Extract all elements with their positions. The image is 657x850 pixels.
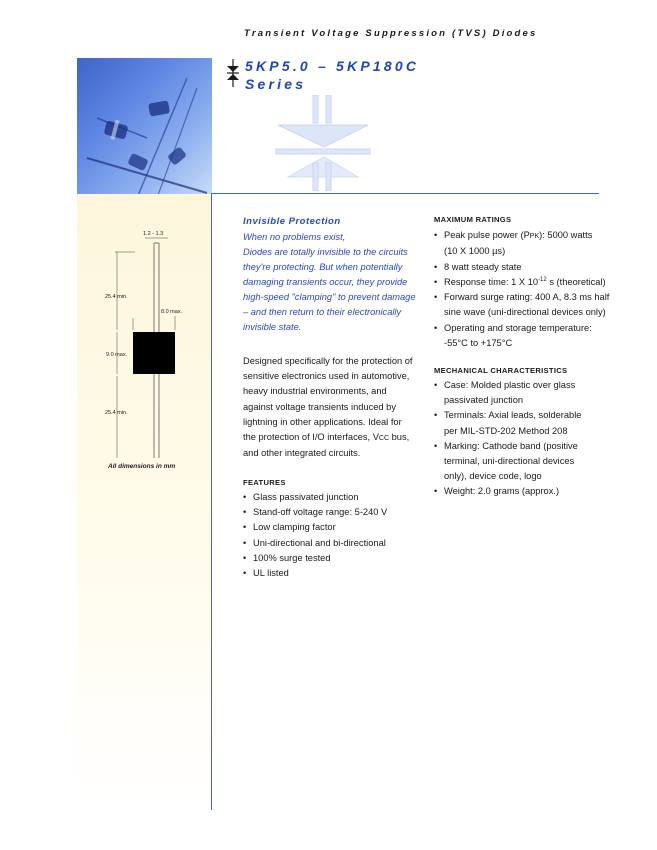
list-item: • Uni-directional and bi-directional <box>243 537 386 548</box>
description-line: Designed specifically for the protection of <box>243 356 413 366</box>
list-item: • Glass passivated junction <box>243 492 359 502</box>
package-dimension-drawing <box>95 226 207 458</box>
list-item: • 8 watt steady state <box>434 261 522 272</box>
description-line: and other integrated circuits. <box>243 448 361 459</box>
invisible-line: they're protecting. But when potentially <box>243 262 403 272</box>
list-item: • Peak pulse power (PPK): 5000 watts <box>434 230 593 240</box>
list-item-continuation: only), device code, logo <box>444 471 542 482</box>
list-item: • Stand-off voltage range: 5-240 V <box>243 507 388 518</box>
list-item: • Forward surge rating: 400 A, 8.3 ms half <box>434 292 610 303</box>
list-item: • Operating and storage temperature: <box>434 322 592 333</box>
list-item: • Weight: 2.0 grams (approx.) <box>434 486 560 497</box>
invisible-protection-text <box>243 230 418 335</box>
features-list <box>243 490 387 581</box>
body-diameter-label: 8.0 max. <box>161 309 183 315</box>
list-item: • Response time: 1 X $10^{-12}$ s (theoretical) <box>434 276 606 287</box>
tvs-watermark-icon <box>268 95 378 191</box>
document-header-title: Transient Voltage Suppression (TVS) Diodes <box>244 28 538 39</box>
lead-diameter-label: 1.2 - 1.3 <box>143 231 164 237</box>
list-item: • Case: Molded plastic over glass <box>434 380 576 390</box>
tvs-diode-symbol-icon <box>226 59 240 87</box>
list-item: • Marking: Cathode band (positive <box>434 440 578 451</box>
invisible-line: – and then return to their electronically <box>243 307 402 317</box>
invisible-line: Diodes are totally invisible to the circuits <box>243 247 408 257</box>
mechanical-heading: MECHANICAL CHARACTERISTICS <box>434 366 568 375</box>
top-lead-length-label: 25.4 min. <box>105 294 128 300</box>
list-item: • Low clamping factor <box>243 522 336 533</box>
description-line: lightning in other applications. Ideal for <box>243 416 402 427</box>
list-item-continuation: passivated junction <box>444 395 524 406</box>
diode-product-photo <box>77 58 212 194</box>
list-item-continuation: (10 X 1000 µs) <box>444 246 506 257</box>
list-item-continuation: sine wave (uni-directional devices only) <box>444 307 606 318</box>
list-item-continuation: -55°C to +175°C <box>444 338 513 349</box>
header-rule <box>212 193 599 194</box>
mechanical-list <box>434 378 581 500</box>
invisible-line: damaging transients occur, they provide <box>243 277 408 287</box>
invisible-line: When no problems exist, <box>243 232 346 242</box>
product-title: 5KP5.0 – 5KP180C <box>245 58 420 74</box>
invisible-protection-heading: Invisible Protection <box>243 216 341 227</box>
maximum-ratings-heading: MAXIMUM RATINGS <box>434 215 512 224</box>
maximum-ratings-list <box>434 228 609 351</box>
bottom-lead-length-label: 25.4 min. <box>105 410 128 416</box>
description-line: the protection of I/O interfaces, VCC bus, <box>243 432 410 443</box>
column-rule <box>211 193 212 810</box>
list-item-continuation: per MIL-STD-202 Method 208 <box>444 425 568 436</box>
invisible-line: high-speed "clamping" to prevent damage <box>243 292 416 302</box>
dimension-caption: All dimensions in mm <box>108 463 176 470</box>
list-item: • 100% surge tested <box>243 552 331 563</box>
list-item: • Terminals: Axial leads, solderable <box>434 410 582 421</box>
product-subtitle: Series <box>245 76 307 92</box>
diode-body <box>133 332 175 374</box>
body-length-label: 9.0 max. <box>106 352 128 358</box>
features-heading: FEATURES <box>243 478 286 487</box>
list-item-continuation: terminal, uni-directional devices <box>444 456 575 467</box>
description-line: heavy industrial environments, and <box>243 386 387 397</box>
list-item: • UL listed <box>243 568 289 579</box>
description-line: against voltage transients induced by <box>243 401 396 412</box>
description-paragraph <box>243 354 423 461</box>
diode-photo-graphic <box>77 58 212 194</box>
description-line: sensitive electronics used in automotive, <box>243 371 410 382</box>
invisible-line: invisible state. <box>243 322 302 332</box>
